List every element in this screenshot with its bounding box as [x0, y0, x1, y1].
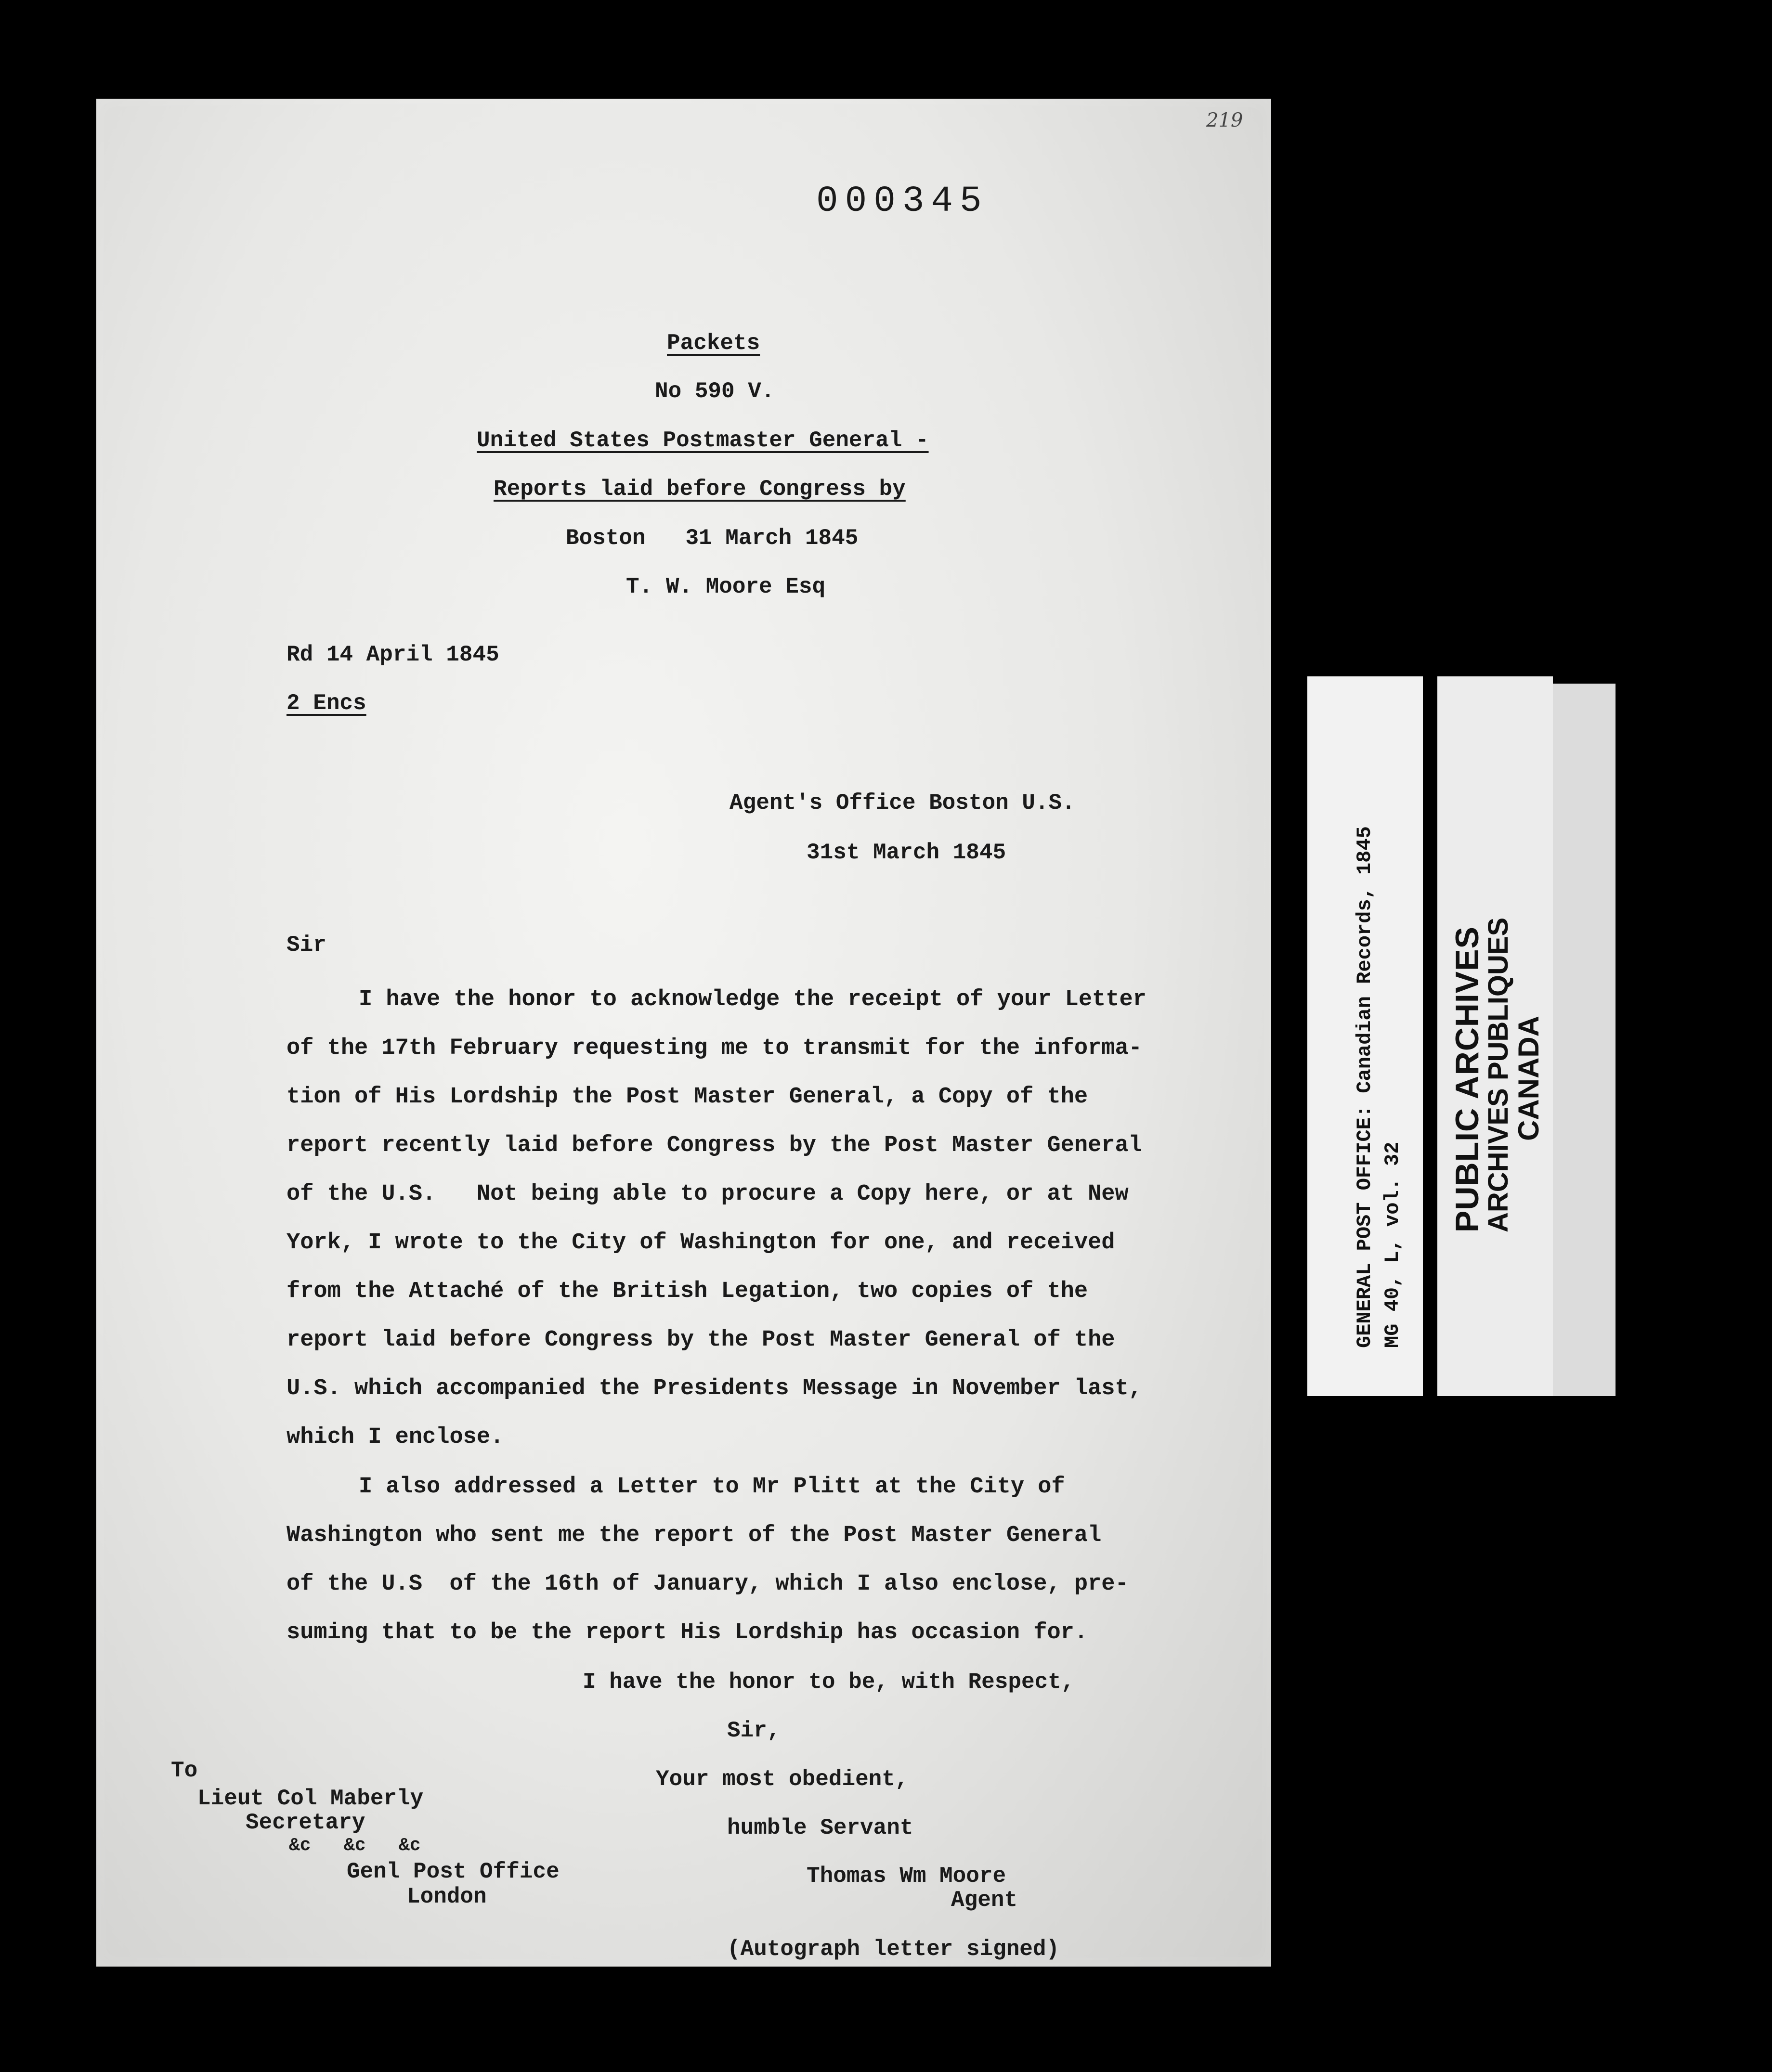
addressee-city: London — [407, 1884, 487, 1909]
body-line: Washington who sent me the report of the Post Master General — [287, 1523, 1102, 1548]
header-subject-2: Reports laid before Congress by — [494, 477, 906, 502]
addressee-role: Secretary — [246, 1810, 365, 1835]
addressee-office: Genl Post Office — [347, 1859, 560, 1884]
received-date: Rd 14 April 1845 — [287, 642, 499, 667]
signature-title: Agent — [951, 1888, 1018, 1913]
header-author: T. W. Moore Esq — [626, 574, 826, 599]
addressee-etc: &c &c &c — [289, 1835, 421, 1856]
body-line: report recently laid before Congress by the Post Master General — [287, 1133, 1142, 1158]
body-line: I have the honor to acknowledge the receipt of your Letter — [359, 987, 1147, 1012]
archive-stamp-line-3: CANADA — [1512, 1016, 1545, 1141]
body-line: suming that to be the report His Lordship has occasion for. — [287, 1620, 1088, 1645]
letterhead-office: Agent's Office Boston U.S. — [730, 790, 1075, 816]
body-line: of the U.S. Not being able to procure a Copy here, or at New — [287, 1181, 1129, 1207]
archive-stamp-line-1: PUBLIC ARCHIVES — [1449, 926, 1485, 1232]
body-line: of the 17th February requesting me to transmit for the informa- — [287, 1036, 1142, 1061]
body-line: York, I wrote to the City of Washington for one, and received — [287, 1230, 1115, 1256]
body-line: report laid before Congress by the Post Master General of the — [287, 1327, 1115, 1353]
header-title: Packets — [667, 331, 760, 356]
closing-line-3: Your most obedient, — [656, 1767, 909, 1792]
archive-tab-strip — [1553, 684, 1616, 1396]
header-subject-1: United States Postmaster General - — [477, 428, 929, 453]
closing-line-2: Sir, — [727, 1718, 781, 1743]
archive-stamp-line-2: ARCHIVES PUBLIQUES — [1483, 917, 1514, 1232]
closing-line-4: humble Servant — [727, 1815, 913, 1840]
closing-line-1: I have the honor to be, with Respect, — [583, 1670, 1075, 1695]
archive-reference-line-2: MG 40, L, vol. 32 — [1381, 1141, 1404, 1348]
archive-reference-line-1: GENERAL POST OFFICE: Canadian Records, 1845 — [1353, 826, 1376, 1348]
salutation: Sir — [287, 932, 326, 958]
body-line: of the U.S of the 16th of January, which I also enclose, pre- — [287, 1571, 1129, 1597]
body-line: U.S. which accompanied the Presidents Message in November last, — [287, 1376, 1142, 1401]
body-line: from the Attaché of the British Legation, two copies of the — [287, 1279, 1088, 1304]
body-line: I also addressed a Letter to Mr Plitt at the City of — [359, 1474, 1065, 1500]
body-line: tion of His Lordship the Post Master General, a Copy of the — [287, 1084, 1088, 1110]
autograph-note: (Autograph letter signed) — [727, 1937, 1060, 1962]
folio-number: 219 — [1206, 109, 1243, 131]
header-place-date: Boston 31 March 1845 — [566, 526, 859, 551]
addressee-to: To — [171, 1758, 198, 1783]
header-number: No 590 V. — [655, 379, 775, 404]
signature-name: Thomas Wm Moore — [807, 1864, 1006, 1889]
letterhead-date: 31st March 1845 — [807, 840, 1006, 865]
body-line: which I enclose. — [287, 1424, 504, 1450]
addressee-name: Lieut Col Maberly — [197, 1786, 424, 1811]
document-number: 000345 — [816, 181, 989, 222]
enclosures: 2 Encs — [287, 691, 366, 716]
